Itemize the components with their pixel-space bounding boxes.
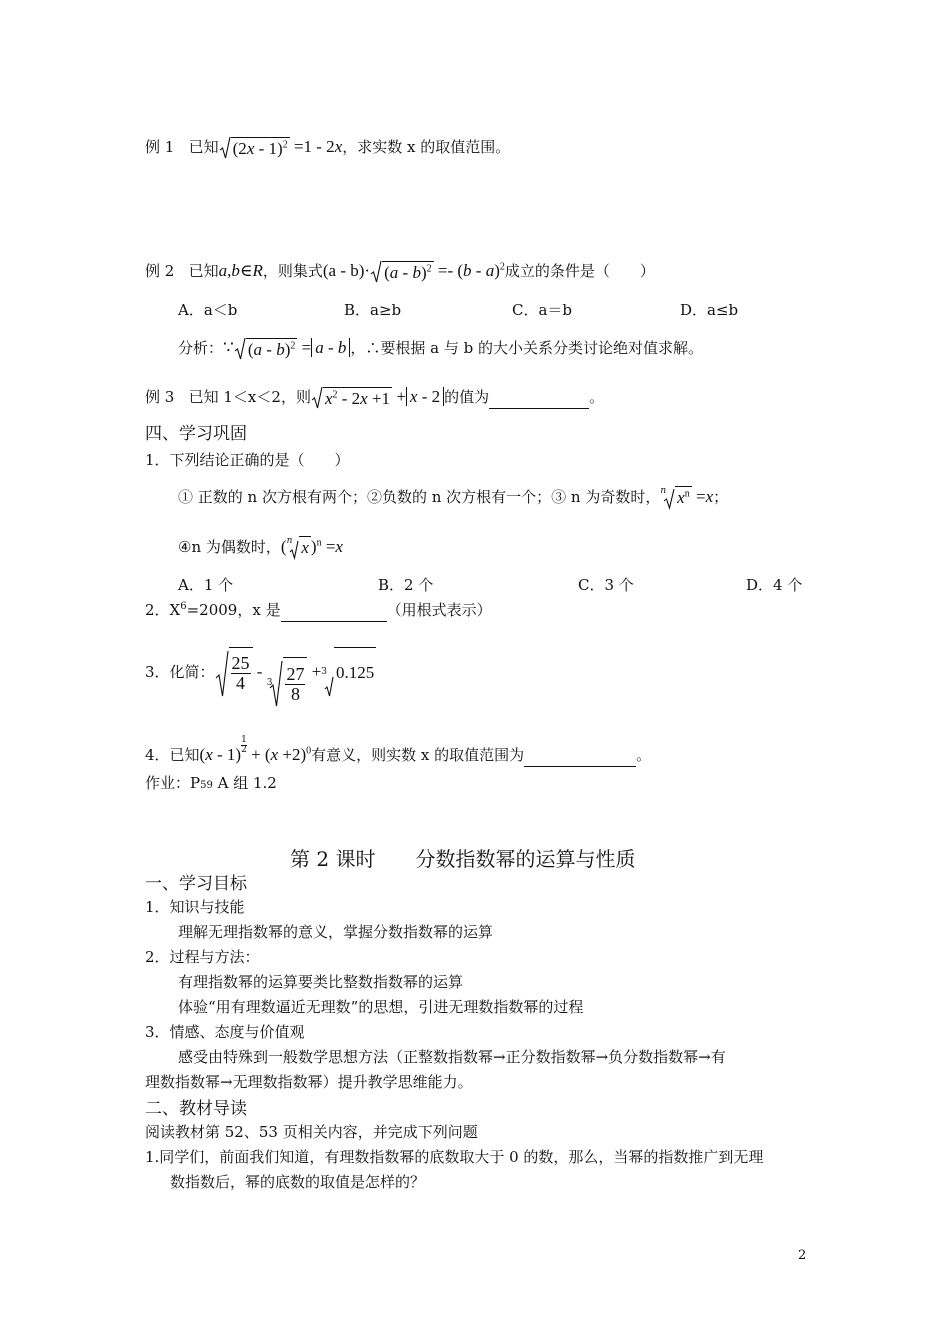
lesson-title: 第 2 课时 分数指数幂的运算与性质 — [290, 847, 636, 871]
q1-line1: ① 正数的 n 次方根有两个；②负数的 n 次方根有一个；③ n 为奇数时， n $x^n$ =x； — [178, 486, 728, 510]
ex2-analysis: 分析：∵ (a - b)$^2$ = a - b ，∴要根据 a 与 b 的大小关系分类讨论绝对值求解。 — [178, 337, 703, 361]
goal-2-text-b: 体验“用有理数逼近无理数”的思想，引进无理数指数幂的过程 — [178, 998, 584, 1016]
homework: 作业：P59 A 组 1.2 — [145, 774, 277, 792]
q4: 4．已知(x - 1) $\frac{1}{2}$ + $(x +2)^0$有意义，则实数 x 的取值范围为 。 — [145, 736, 651, 767]
section-2-title: 二、教材导读 — [145, 1099, 247, 1119]
q1-stem: 1．下列结论正确的是（ ） — [145, 451, 350, 469]
goal-2-text-a: 有理指数幂的运算要类比整数指数幂的运算 — [178, 973, 464, 991]
section-1-title: 一、学习目标 — [145, 874, 247, 894]
q1-option-d: D．4 个 — [746, 576, 803, 594]
ex2-option-d: D．a≤b — [680, 301, 739, 319]
goal-2: 2．过程与方法： — [145, 948, 260, 966]
q1-option-b: B．2 个 — [378, 576, 434, 594]
q1-option-a: A．1 个 — [178, 576, 234, 594]
example-1: 例 1 已知 (2x - 1)$^2$ =1 - 2x，求实数 x 的取值范围。 — [145, 136, 510, 160]
ex2-option-a: A．a＜b — [178, 301, 238, 319]
q2-blank[interactable] — [281, 601, 387, 622]
example-3: 例 3 已知 1＜x＜2，则 $x^2 - 2x +1$ + x - 2 的值为 。 — [145, 386, 604, 410]
answer-blank[interactable] — [489, 388, 589, 409]
sqrt-expression: (2x - 1)$^2$ — [219, 136, 290, 160]
ex2-option-c: C．a＝b — [512, 301, 573, 319]
q2: 2．$X^6=2009$，x 是 （用根式表示） — [145, 600, 492, 622]
ex2-option-b: B．a≥b — [344, 301, 402, 319]
q1-option-c: C．3 个 — [578, 576, 634, 594]
q4-blank[interactable] — [524, 746, 636, 767]
q3: 3．化简： $\frac{25}{4}$ - 3 $\frac{27}{8}$ + 3 0.125 — [145, 636, 376, 708]
q1-line2: ④n 为偶数时，( n x )$^n$ =x — [178, 536, 343, 560]
goal-3-text-a: 感受由特殊到一般数学思想方法（正整数指数幂→正分数指数幂→负分数指数幂→有 — [178, 1048, 726, 1066]
reading-instruction: 阅读教材第 52、53 页相关内容，并完成下列问题 — [145, 1123, 478, 1141]
goal-1-text: 理解无理指数幂的意义，掌握分数指数幂的运算 — [178, 923, 494, 941]
page-number: 2 — [798, 1248, 807, 1263]
guide-q1-b: 数指数后，幂的底数的取值是怎样的？ — [170, 1173, 426, 1191]
goal-3: 3．情感、态度与价值观 — [145, 1023, 305, 1041]
goal-1: 1．知识与技能 — [145, 898, 245, 916]
section-4-title: 四、学习巩固 — [145, 424, 247, 444]
example-2: 例 2 已知a,b∈R，则集式(a - b)· (a - b)$^2$ =- (b - a)$^2$成立的条件是（ ） — [145, 260, 655, 284]
goal-3-text-b: 理数指数幂→无理数指数幂）提升教学思维能力。 — [145, 1073, 473, 1091]
guide-q1-a: 1.同学们，前面我们知道，有理数指数幂的底数取大于 0 的数，那么，当幂的指数推广到无理 — [145, 1148, 764, 1166]
